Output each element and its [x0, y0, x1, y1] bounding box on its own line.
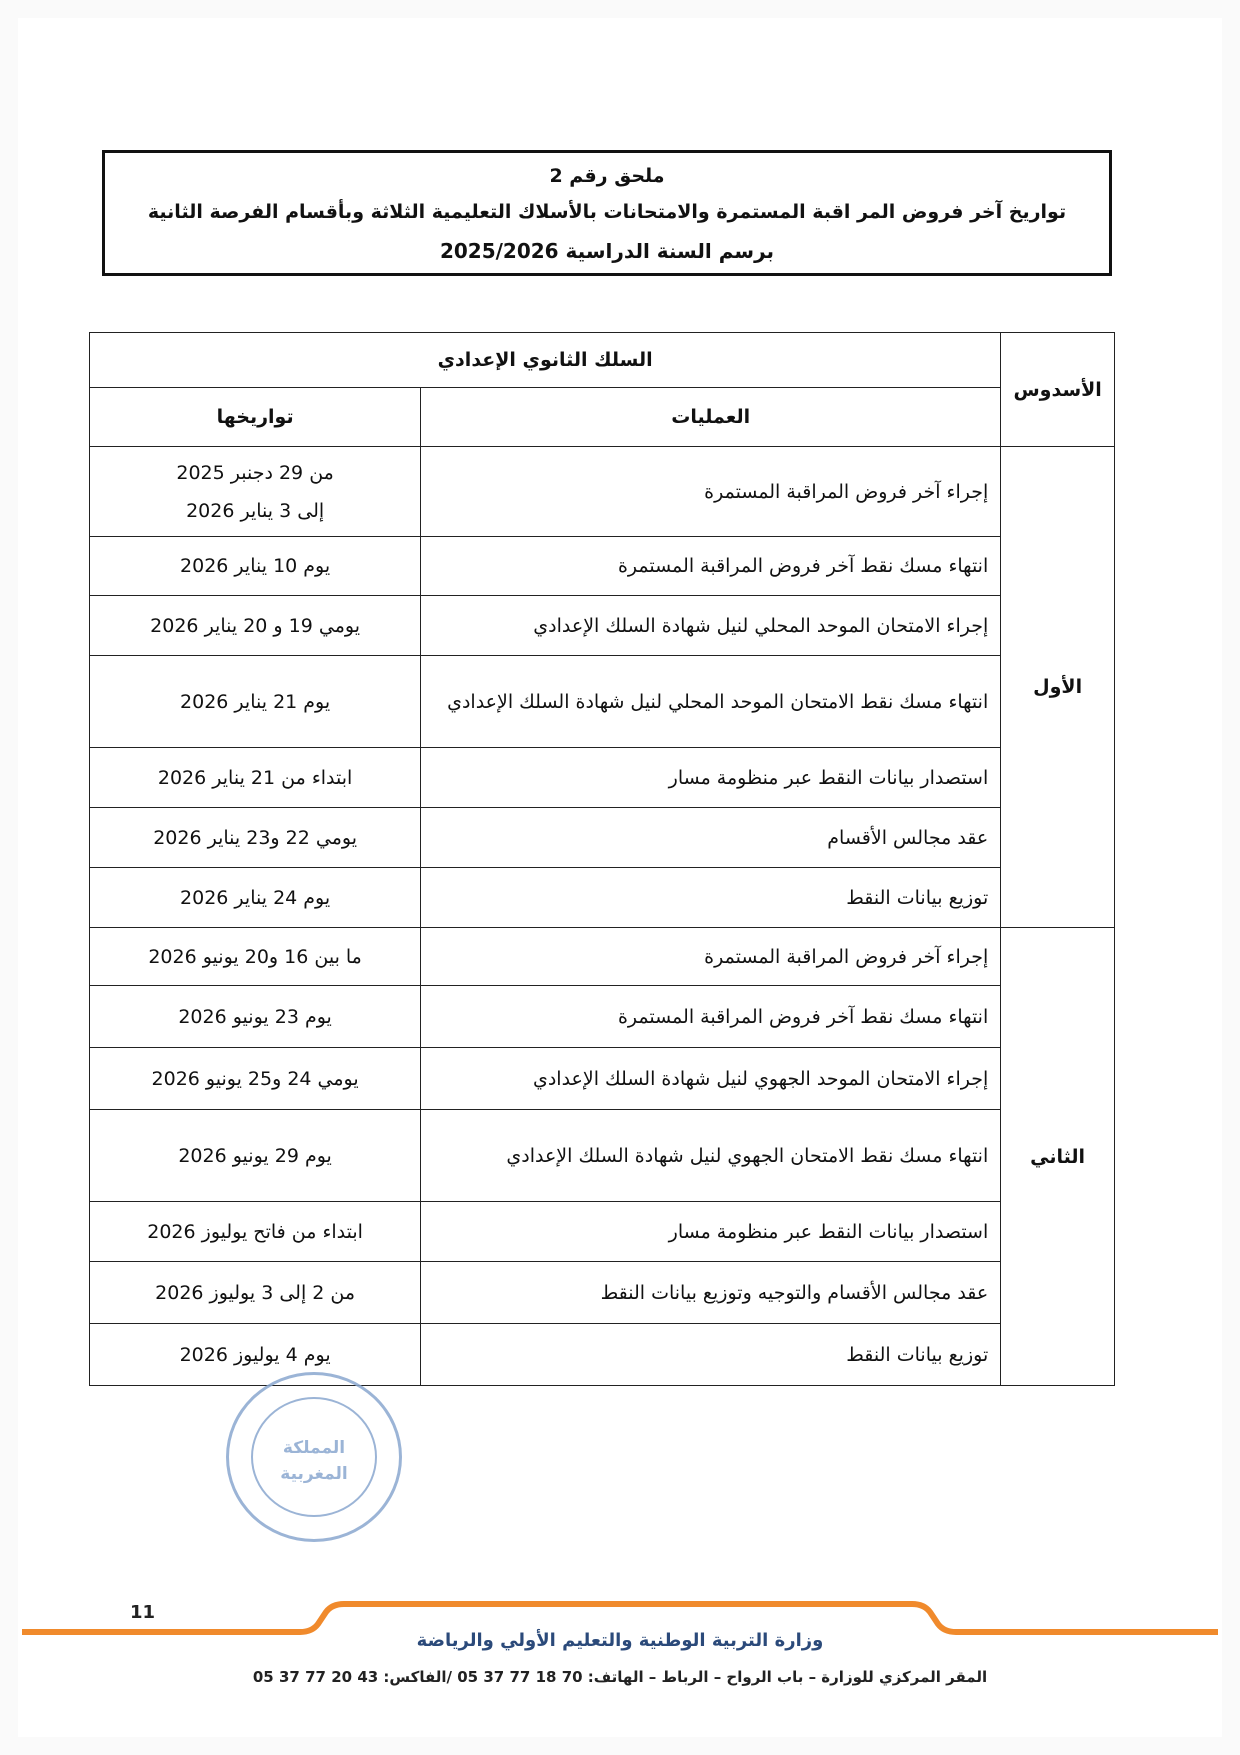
date-cell: يوم 21 يناير 2026 — [90, 656, 421, 748]
date-cell: من 2 إلى 3 يوليوز 2026 — [90, 1262, 421, 1324]
date-cell: يومي 19 و 20 يناير 2026 — [90, 596, 421, 656]
table-row — [90, 748, 1115, 808]
cycle-header: السلك الثانوي الإعدادي — [90, 333, 1001, 388]
operation-cell: انتهاء مسك نقط الامتحان الموحد المحلي لنيل شهادة السلك الإعدادي — [421, 656, 1001, 748]
table-row — [90, 986, 1115, 1048]
operation-cell: انتهاء مسك نقط آخر فروض المراقبة المستمرة — [421, 537, 1001, 596]
operation-cell: انتهاء مسك نقط آخر فروض المراقبة المستمرة — [421, 986, 1001, 1048]
operation-cell: إجراء الامتحان الموحد المحلي لنيل شهادة السلك الإعدادي — [421, 596, 1001, 656]
operation-cell: استصدار بيانات النقط عبر منظومة مسار — [421, 1202, 1001, 1262]
date-cell: يومي 24 و25 يونيو 2026 — [90, 1048, 421, 1110]
date-cell: ما بين 16 و20 يونيو 2026 — [90, 928, 421, 986]
date-line: من 29 دجنبر 2025 — [176, 461, 334, 484]
semester-label: الثاني — [1001, 928, 1115, 1386]
date-line: إلى 3 يناير 2026 — [186, 499, 325, 522]
stamp-text — [229, 1435, 399, 1487]
page-number: 11 — [130, 1602, 156, 1623]
table-row — [90, 1262, 1115, 1324]
semester-label: الأول — [1001, 447, 1115, 928]
dates-column-header: تواريخها — [90, 388, 421, 447]
table-row — [90, 1202, 1115, 1262]
semester-column-header: الأسدوس — [1001, 333, 1115, 447]
operation-cell: توزيع بيانات النقط — [421, 1324, 1001, 1386]
school-year: برسم السنة الدراسية 2025/2026 — [439, 239, 775, 263]
operation-cell: إجراء آخر فروض المراقبة المستمرة — [421, 928, 1001, 986]
stamp-text-line: المغربية — [280, 1464, 348, 1484]
operation-cell: عقد مجالس الأقسام والتوجيه وتوزيع بيانات النقط — [421, 1262, 1001, 1324]
footer-orange-line — [22, 1604, 1218, 1632]
table-row — [90, 656, 1115, 748]
operation-cell: انتهاء مسك نقط الامتحان الجهوي لنيل شهادة السلك الإعدادي — [421, 1110, 1001, 1202]
date-cell: يوم 10 يناير 2026 — [90, 537, 421, 596]
table-row — [90, 808, 1115, 868]
operation-cell: إجراء آخر فروض المراقبة المستمرة — [421, 447, 1001, 537]
footer-ministry-name: وزارة التربية الوطنية والتعليم الأولي والرياضة — [416, 1630, 824, 1651]
table-row — [90, 596, 1115, 656]
operation-cell: استصدار بيانات النقط عبر منظومة مسار — [421, 748, 1001, 808]
operations-column-header: العمليات — [421, 388, 1001, 447]
date-cell: يوم 23 يونيو 2026 — [90, 986, 421, 1048]
table-row — [90, 1110, 1115, 1202]
operation-cell: إجراء الامتحان الموحد الجهوي لنيل شهادة السلك الإعدادي — [421, 1048, 1001, 1110]
operation-cell: عقد مجالس الأقسام — [421, 808, 1001, 868]
operation-cell: توزيع بيانات النقط — [421, 868, 1001, 928]
table-row — [90, 447, 1115, 537]
table-header-row — [90, 333, 1115, 388]
official-stamp — [226, 1372, 402, 1542]
footer-address: المقر المركزي للوزارة – باب الرواح – الرباط – الهاتف: 70 18 77 37 05 /الفاكس: 43 20 77 37 05 — [252, 1668, 988, 1686]
table-row — [90, 868, 1115, 928]
table-subheader-row — [90, 388, 1115, 447]
date-cell: يومي 22 و23 يناير 2026 — [90, 808, 421, 868]
table-row — [90, 928, 1115, 986]
date-cell: ابتداء من 21 يناير 2026 — [90, 748, 421, 808]
schedule-table — [89, 332, 1115, 1386]
table-row — [90, 1324, 1115, 1386]
annex-title-box — [102, 150, 1112, 276]
date-cell: يوم 29 يونيو 2026 — [90, 1110, 421, 1202]
table-row — [90, 537, 1115, 596]
date-cell: يوم 24 يناير 2026 — [90, 868, 421, 928]
annex-number: ملحق رقم 2 — [549, 165, 665, 187]
table-row — [90, 1048, 1115, 1110]
date-cell: ابتداء من فاتح يوليوز 2026 — [90, 1202, 421, 1262]
stamp-text-line: المملكة — [282, 1438, 346, 1458]
annex-title: تواريخ آخر فروض المر اقبة المستمرة والامتحانات بالأسلاك التعليمية الثلاثة وبأقسام الفرصة الثانية — [147, 201, 1067, 223]
date-cell — [90, 447, 421, 537]
date-cell: يوم 4 يوليوز 2026 — [90, 1324, 421, 1386]
